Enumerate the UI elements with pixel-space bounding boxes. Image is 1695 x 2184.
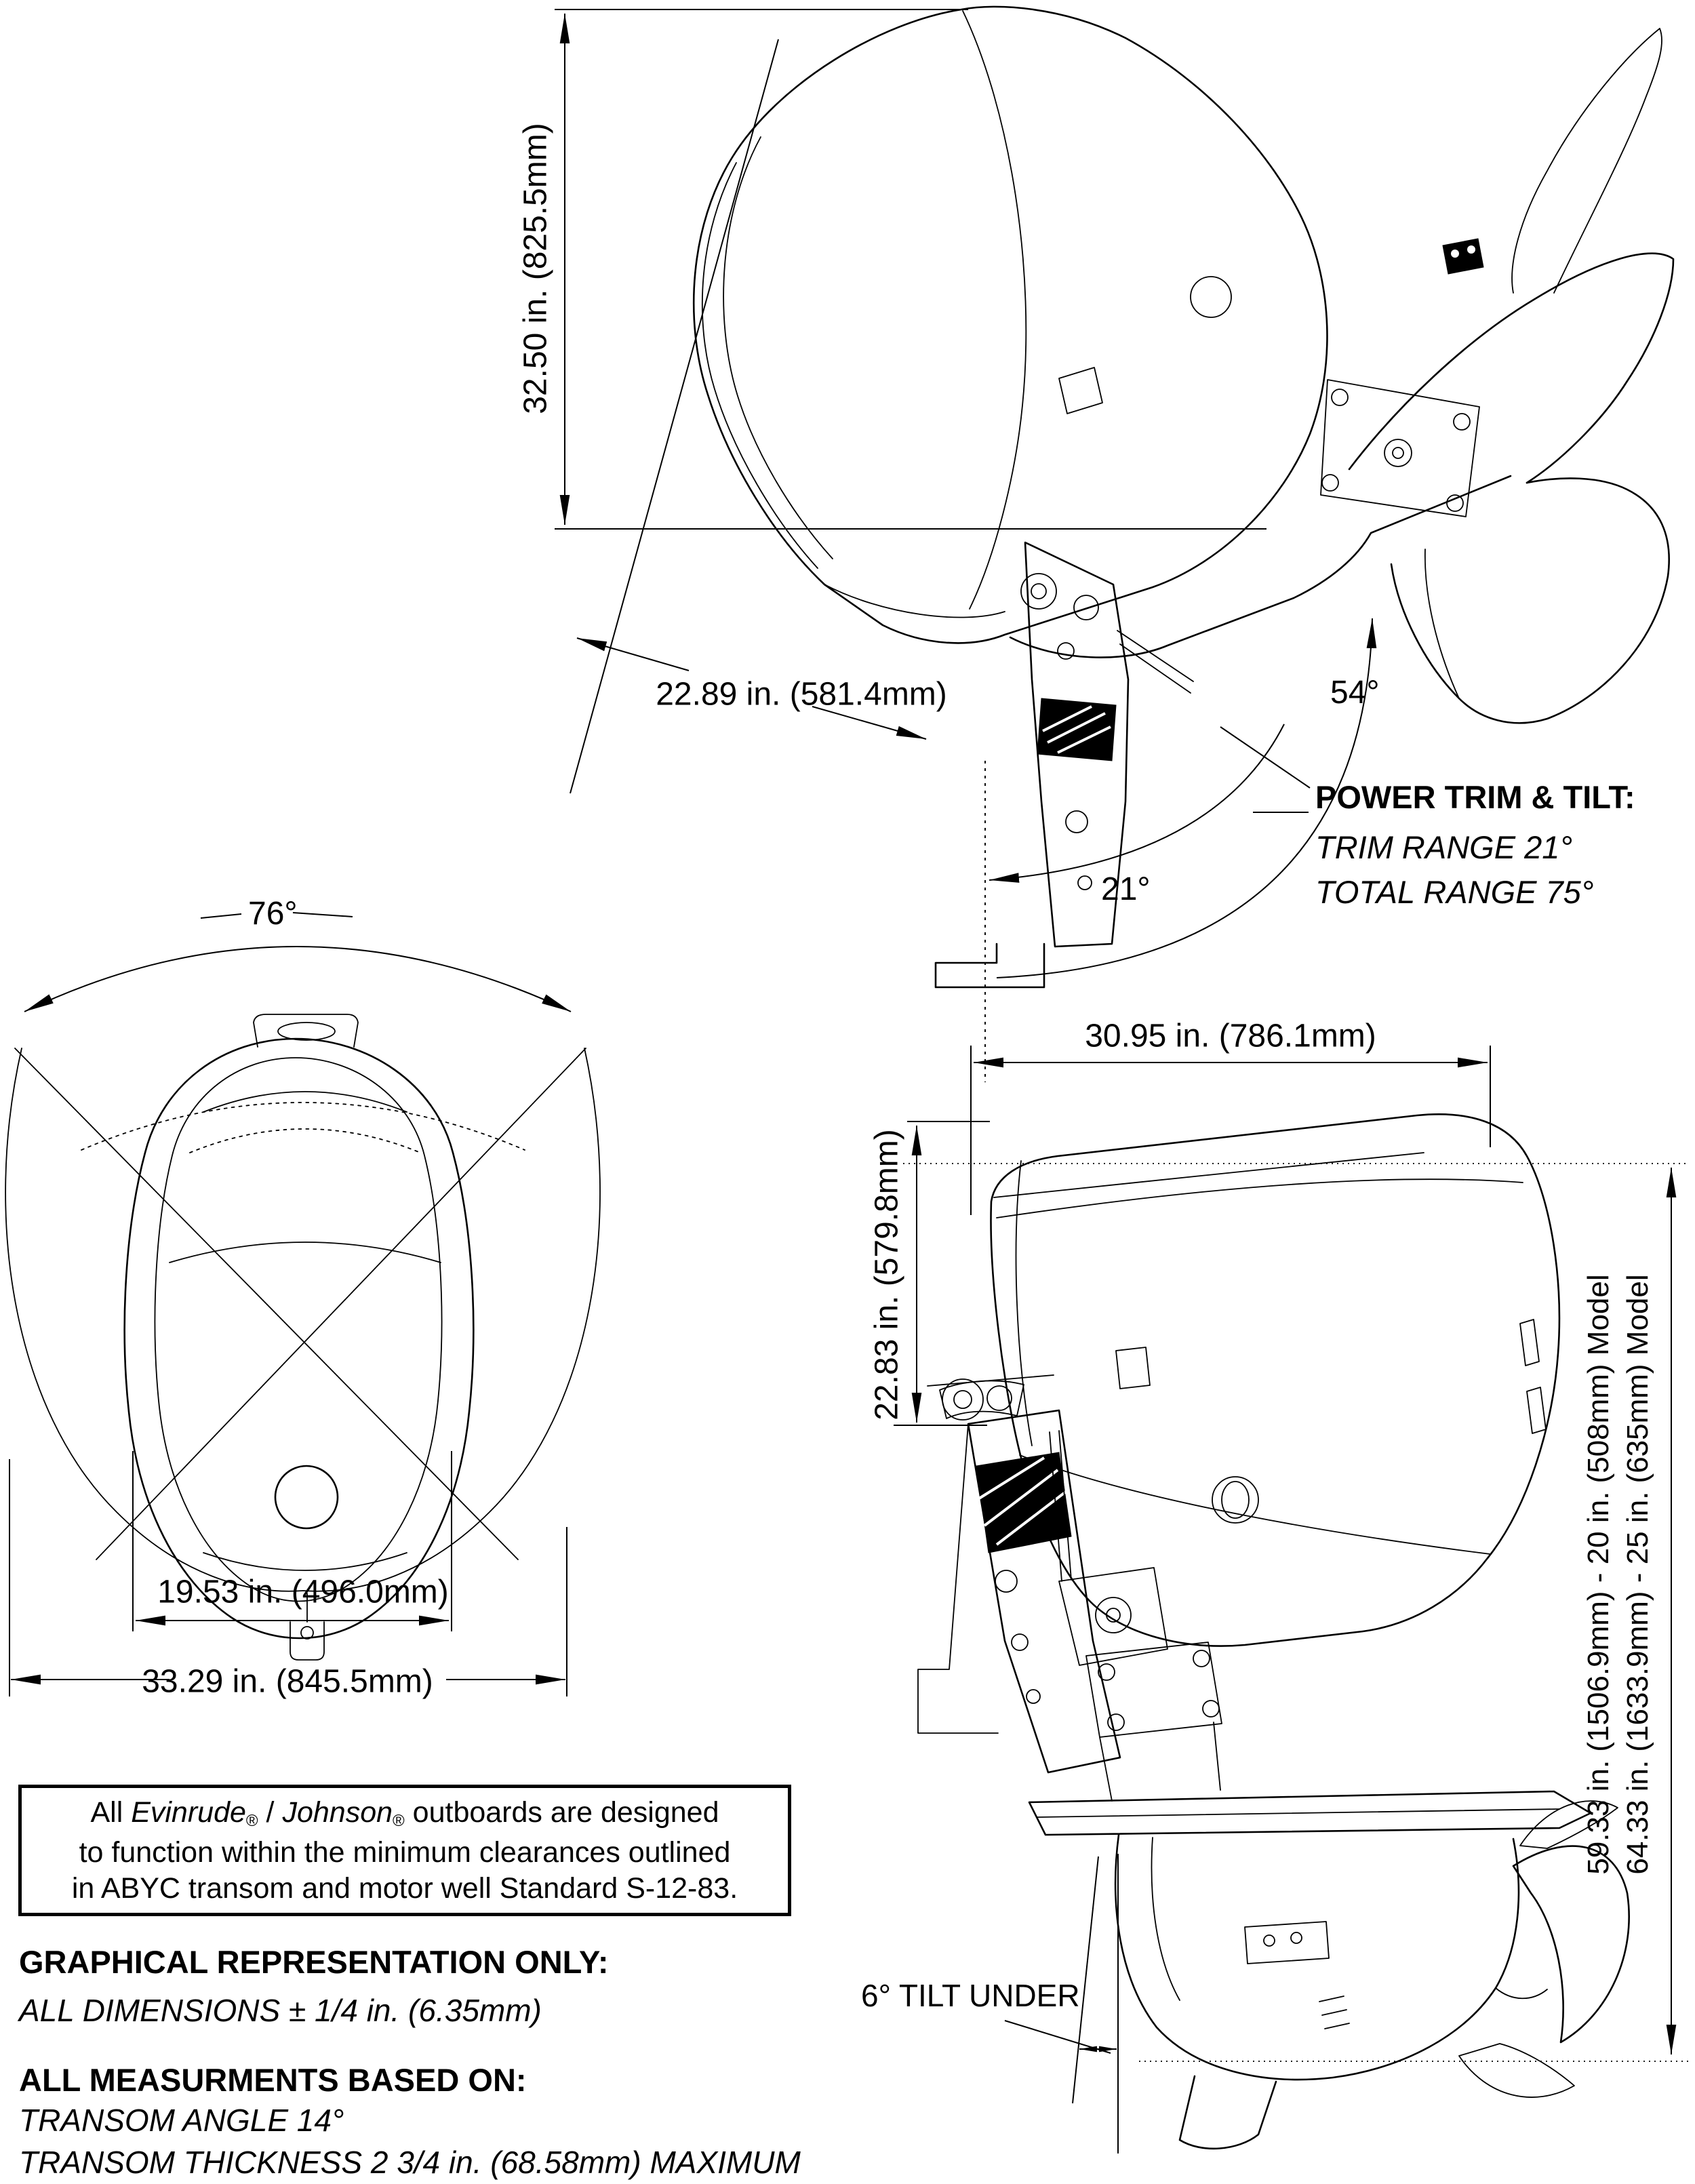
cowl-front-tab [254, 1014, 358, 1047]
tilt-angle-label: 54° [1330, 675, 1380, 711]
brand-johnson: Johnson [282, 1795, 393, 1829]
swing-line-right [96, 1048, 586, 1560]
abyc-note-box [18, 1785, 791, 1916]
tilt-under-leader [1005, 2021, 1111, 2053]
rear-bracket-tab [290, 1622, 324, 1660]
bracket-foot [936, 944, 1044, 987]
stern-bracket-pad [976, 1452, 1071, 1553]
gearcase-upper [1349, 254, 1673, 483]
trim-arc-21 [989, 724, 1284, 880]
steering-angle-label: 76° [248, 896, 298, 932]
vent-detail [1059, 368, 1102, 414]
length-dimension-label: 30.95 in. (786.1mm) [1085, 1018, 1376, 1054]
footer-heading-measurements: ALL MEASURMENTS BASED ON: [19, 2062, 527, 2098]
propeller-blade [1512, 28, 1662, 293]
swing-width-label: 33.29 in. (845.5mm) [142, 1663, 433, 1700]
skeg [1180, 2076, 1276, 2149]
cowling-outline [694, 7, 1327, 643]
trim-range-label: TRIM RANGE 21° [1315, 829, 1573, 865]
steering-pivot [275, 1466, 338, 1528]
swing-arc-left [5, 1048, 303, 1591]
steering-arc-76 [24, 947, 571, 1012]
registered-mark-icon: ® [245, 1811, 258, 1830]
tilted-view-dimensions [555, 9, 1372, 1082]
gearcase-torpedo [1115, 1835, 1519, 2080]
cowl-width-label: 19.53 in. (496.0mm) [157, 1574, 449, 1610]
cowl-emblem [1191, 277, 1231, 317]
mount-plate [1086, 1642, 1222, 1737]
brand-evinrude: Evinrude [131, 1795, 246, 1829]
total-range-label: TOTAL RANGE 75° [1315, 874, 1594, 910]
footer-transom-thickness: TRANSOM THICKNESS 2 3/4 in. (68.58mm) MAXIMUM [19, 2145, 801, 2180]
gearcase-lower [1391, 478, 1669, 723]
ptt-leader [1220, 727, 1310, 812]
transom-height-label: 22.83 in. (579.8mm) [869, 1129, 905, 1421]
clearance-leader-left [577, 638, 689, 671]
overall-height-25-label: 64.33 in. (1633.9mm) - 25 in. (635mm) Model [1621, 1274, 1654, 1875]
note-line-1: All Evinrude® / Johnson® outboards are designed [90, 1795, 719, 1830]
footer-dimensions-tolerance: ALL DIMENSIONS ± 1/4 in. (6.35mm) [19, 1993, 542, 2028]
note-line-3: in ABYC transom and motor well Standard S-12-83. [71, 1871, 738, 1905]
prop-blade-lower [1459, 2044, 1574, 2097]
tilt-under-label: 6° TILT UNDER [861, 1978, 1080, 2013]
note-line-2: to function within the minimum clearances outlined [79, 1835, 731, 1869]
side-emblem [1212, 1477, 1258, 1523]
height-dimension-label: 32.50 in. (825.5mm) [517, 123, 554, 414]
trim-angle-label: 21° [1101, 871, 1151, 907]
overall-height-20-label: 59.33 in. (1506.9mm) - 20 in. (508mm) Model [1582, 1274, 1615, 1875]
footer-transom-angle: TRANSOM ANGLE 14° [19, 2103, 344, 2138]
top-view-drawing [5, 1014, 600, 1660]
prop-blade-right [1513, 1846, 1629, 2042]
registered-mark-icon: ® [393, 1811, 405, 1830]
footer-heading-representation: GRAPHICAL REPRESENTATION ONLY: [19, 1944, 609, 1980]
bracket-pad [1443, 239, 1483, 274]
clearance-dimension-label: 22.89 in. (581.4mm) [656, 676, 947, 713]
side-cowl-outline [991, 1114, 1559, 1646]
swivel-housing [1059, 1568, 1168, 1665]
power-trim-tilt-title: POWER TRIM & TILT: [1315, 779, 1635, 815]
